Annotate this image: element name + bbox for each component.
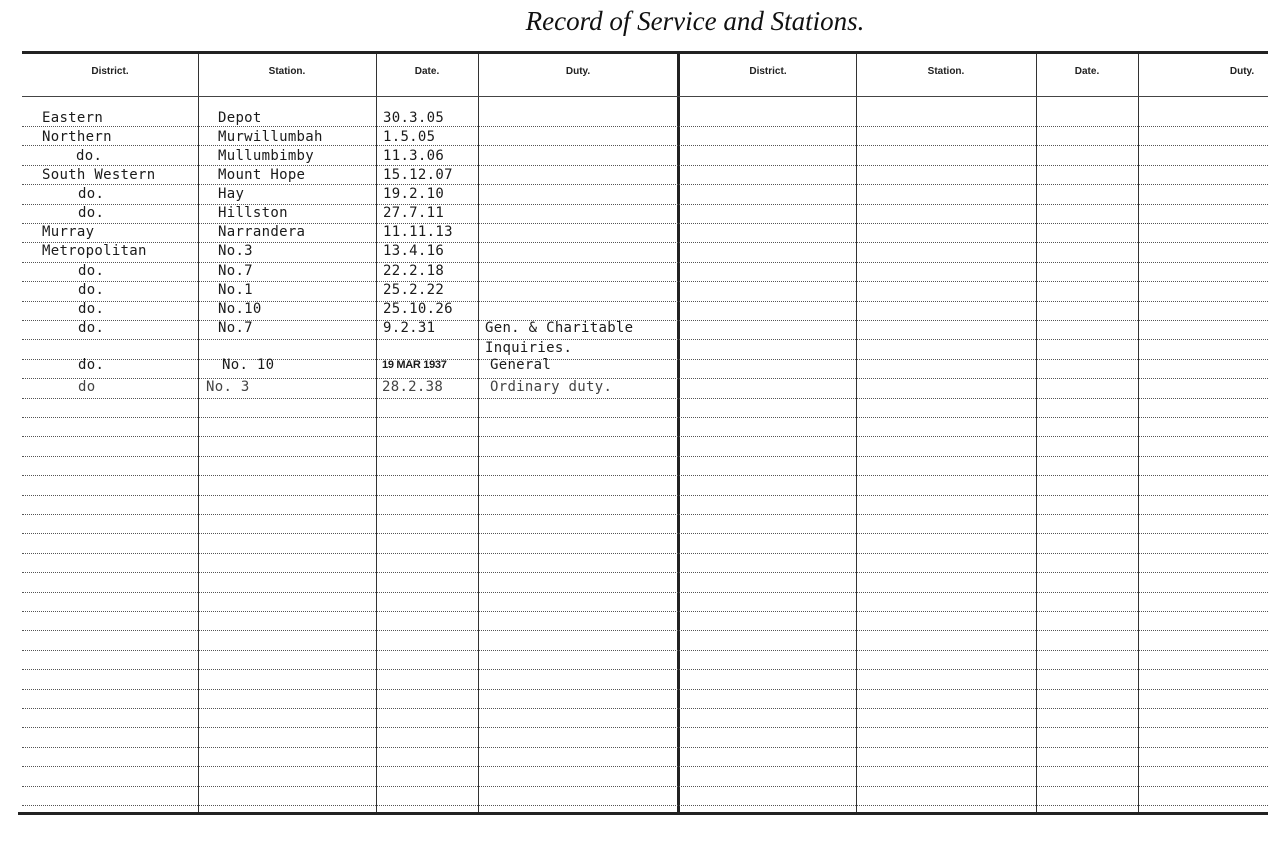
header-district-right: District. — [749, 66, 787, 77]
entry-date: 11.11.13 — [383, 224, 453, 240]
header-station-right: Station. — [927, 66, 965, 77]
entry-station: No.1 — [218, 282, 253, 298]
header-date-left: Date. — [414, 66, 440, 77]
entry-date: 22.2.18 — [383, 263, 445, 279]
entry-date: 1.5.05 — [383, 129, 436, 145]
entry-date: 25.10.26 — [383, 301, 453, 317]
entry-station: Mount Hope — [218, 167, 306, 183]
header-duty-right: Duty. — [1229, 66, 1255, 77]
entry-district: Murray — [42, 224, 95, 240]
entry-district: Northern — [42, 129, 112, 145]
page-title: Record of Service and Stations. — [525, 6, 865, 36]
entry-station: Hay — [218, 186, 245, 202]
header-station-left: Station. — [268, 66, 306, 77]
entry-date: 25.2.22 — [383, 282, 445, 298]
entry-duty-continued: Inquiries. — [485, 340, 573, 356]
entry-district: Eastern — [42, 110, 104, 126]
entry-station: Murwillumbah — [218, 129, 323, 145]
entry-district: do. — [78, 357, 105, 373]
entry-station: No. 3 — [206, 379, 250, 395]
entry-district: Metropolitan — [42, 243, 147, 259]
entry-date-stamp: 19 MAR 1937 — [382, 359, 447, 371]
entry-duty: General — [490, 357, 552, 373]
entry-date: 9.2.31 — [383, 320, 436, 336]
header-duty-left: Duty. — [565, 66, 591, 77]
entry-district: do. — [78, 320, 105, 336]
header-date-right: Date. — [1074, 66, 1100, 77]
entry-station: Mullumbimby — [218, 148, 315, 164]
entry-station: Hillston — [218, 205, 288, 221]
entry-date: 13.4.16 — [383, 243, 445, 259]
entry-station: Depot — [218, 110, 262, 126]
entry-district: do. — [78, 186, 105, 202]
entry-date: 15.12.07 — [383, 167, 453, 183]
entry-district: do — [78, 379, 96, 395]
entry-district: South Western — [42, 167, 156, 183]
entry-district: do. — [78, 282, 105, 298]
entry-station: Narrandera — [218, 224, 306, 240]
entry-station: No.7 — [218, 263, 253, 279]
entry-district: do. — [78, 301, 105, 317]
entry-district: do. — [78, 205, 105, 221]
entry-duty: Ordinary duty. — [490, 379, 613, 395]
entry-station: No.3 — [218, 243, 253, 259]
entry-date: 30.3.05 — [383, 110, 445, 126]
entry-date: 11.3.06 — [383, 148, 445, 164]
entry-district: do. — [78, 263, 105, 279]
entry-date: 19.2.10 — [383, 186, 445, 202]
entry-station: No.10 — [218, 301, 262, 317]
entry-station: No. 10 — [222, 357, 275, 373]
header-district-left: District. — [91, 66, 129, 77]
entry-date: 28.2.38 — [382, 379, 444, 395]
entry-station: No.7 — [218, 320, 253, 336]
entry-duty: Gen. & Charitable — [485, 320, 634, 336]
entry-district: do. — [76, 148, 103, 164]
entry-date: 27.7.11 — [383, 205, 445, 221]
